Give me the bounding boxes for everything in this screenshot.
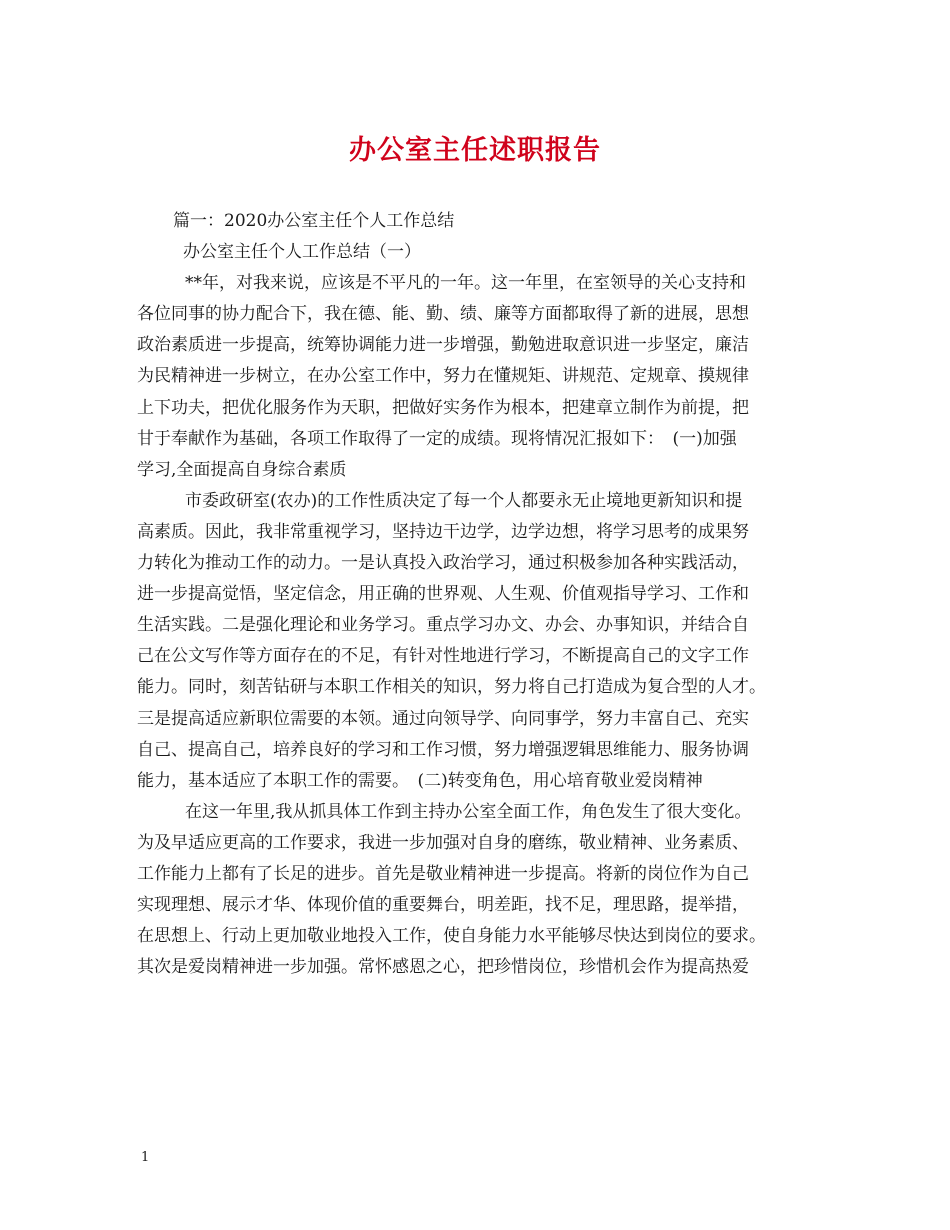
paragraph-line: 工作能力上都有了长足的进步。首先是敬业精神进一步提高。将新的岗位作为自己	[137, 863, 749, 884]
paragraph-line: 为及早适应更高的工作要求，我进一步加强对自身的磨练，敬业精神、业务素质、	[137, 832, 749, 853]
paragraph-line: 上下功夫，把优化服务作为天职，把做好实务作为根本，把建章立制作为前提，把	[137, 397, 749, 418]
paragraph-line: 力转化为推动工作的动力。一是认真投入政治学习，通过积极参加各种实践活动，	[137, 553, 749, 574]
paragraph-line: 政治素质进一步提高，统筹协调能力进一步增强，勤勉进取意识进一步坚定，廉洁	[137, 335, 749, 356]
document-title: 办公室主任述职报告	[349, 135, 601, 166]
paragraph-line: 为民精神进一步树立，在办公室工作中，努力在懂规矩、讲规范、定规章、摸规律	[137, 366, 749, 387]
paragraph-line: 高素质。因此，我非常重视学习，坚持边干边学，边学边想，将学习思考的成果努	[137, 521, 749, 542]
paragraph-line: 实现理想、展示才华、体现价值的重要舞台，明差距，找不足，理思路，提举措，	[137, 895, 749, 916]
page-number: 1	[141, 1150, 150, 1165]
paragraph-line: 其次是爱岗精神进一步加强。常怀感恩之心，把珍惜岗位，珍惜机会作为提高热爱	[137, 957, 749, 978]
document-body	[137, 206, 817, 983]
paragraph-line: 自己、提高自己，培养良好的学习和工作习惯，努力增强逻辑思维能力、服务协调	[137, 739, 749, 760]
paragraph-line: 在思想上、行动上更加敬业地投入工作，使自身能力水平能够尽快达到岗位的要求。	[137, 926, 766, 947]
paragraph-line: 学习,全面提高自身综合素质	[137, 459, 347, 480]
paragraph-line: 各位同事的协力配合下，我在德、能、勤、绩、廉等方面都取得了新的进展，思想	[137, 304, 749, 325]
section-heading: 篇一：2020办公室主任个人工作总结	[173, 211, 455, 231]
paragraph-line: 能力。同时，刻苦钻研与本职工作相关的知识，努力将自己打造成为复合型的人才。	[137, 677, 766, 698]
paragraph-line: 在这一年里,我从抓具体工作到主持办公室全面工作，角色发生了很大变化。	[185, 801, 752, 822]
subsection-heading: 办公室主任个人工作总结（一）	[183, 242, 421, 263]
paragraph-line: 己在公文写作等方面存在的不足，有针对性地进行学习，不断提高自己的文字工作	[137, 646, 749, 667]
paragraph-line: 生活实践。二是强化理论和业务学习。重点学习办文、办会、办事知识，并结合自	[137, 615, 749, 636]
paragraph-line: **年，对我来说，应该是不平凡的一年。这一年里，在室领导的关心支持和	[185, 273, 746, 294]
paragraph-line: 市委政研室(农办)的工作性质决定了每一个人都要永无止境地更新知识和提	[185, 490, 743, 511]
paragraph-line: 进一步提高觉悟，坚定信念，用正确的世界观、人生观、价值观指导学习、工作和	[137, 584, 749, 605]
paragraph-line: 能力，基本适应了本职工作的需要。 (二)转变角色，用心培育敬业爱岗精神	[137, 770, 703, 791]
paragraph-line: 甘于奉献作为基础，各项工作取得了一定的成绩。现将情况汇报如下： (一)加强	[137, 428, 737, 449]
paragraph-line: 三是提高适应新职位需要的本领。通过向领导学、向同事学，努力丰富自己、充实	[137, 708, 749, 729]
